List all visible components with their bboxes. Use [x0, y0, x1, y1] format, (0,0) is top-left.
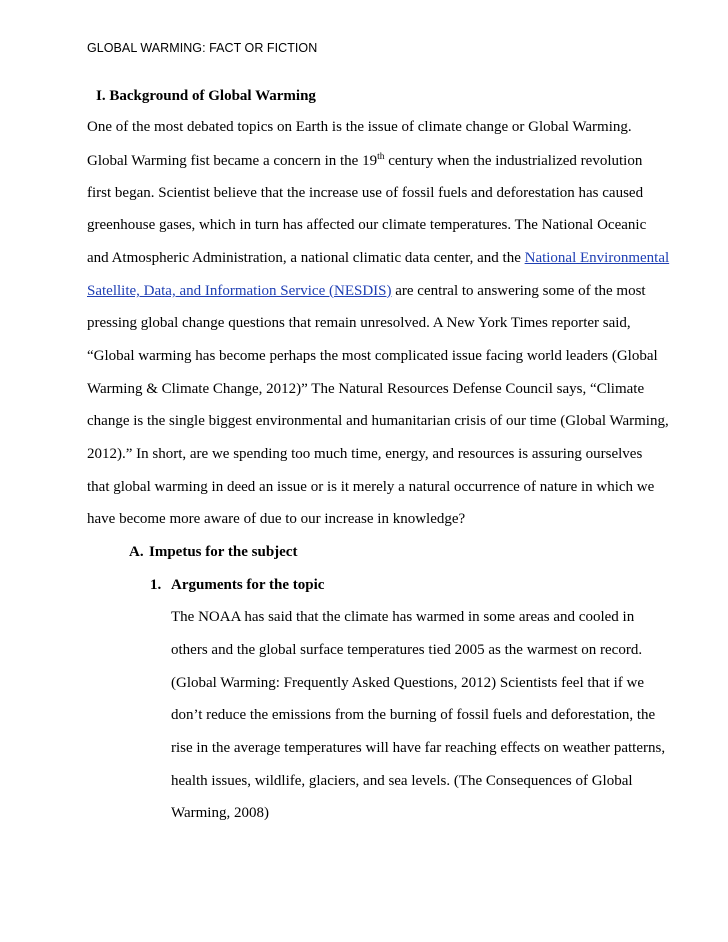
paragraph-line: change is the single biggest environmental and humanitarian crisis of our time (Global Warming, [87, 413, 669, 429]
running-header: GLOBAL WARMING: FACT OR FICTION [87, 41, 318, 55]
subsection-title: Impetus for the subject [149, 544, 298, 560]
paragraph-line: that global warming in deed an issue or is it merely a natural occurrence of nature in which we [87, 479, 655, 495]
paragraph-line [87, 282, 646, 300]
paragraph-line: Warming, 2008) [171, 805, 269, 821]
paragraph-line [87, 249, 669, 267]
paragraph-line: first began. Scientist believe that the increase use of fossil fuels and deforestation has caused [87, 185, 644, 201]
superscript: th [377, 152, 385, 162]
text-run: century when the industrialized revolution [384, 153, 643, 169]
item-heading [150, 576, 324, 594]
text-run: Global Warming fist became a concern in the 19 [87, 153, 378, 169]
subsection-marker: A. [129, 544, 144, 560]
paragraph-line: have become more aware of due to our increase in knowledge? [87, 511, 466, 527]
paragraph-line: rise in the average temperatures will have far reaching effects on weather patterns, [171, 740, 666, 756]
paragraph-line: health issues, wildlife, glaciers, and sea levels. (The Consequences of Global [171, 773, 633, 789]
paragraph-line: One of the most debated topics on Earth is the issue of climate change or Global Warming. [87, 119, 632, 135]
nesdis-link[interactable]: National Environmental [524, 250, 670, 266]
paragraph-line: Warming & Climate Change, 2012)” The Natural Resources Defense Council says, “Climate [87, 381, 645, 397]
paragraph-line: “Global warming has become perhaps the most complicated issue facing world leaders (Global [87, 348, 658, 364]
text-run: and Atmospheric Administration, a national climatic data center, and the [87, 250, 525, 266]
paragraph-line: The NOAA has said that the climate has warmed in some areas and cooled in [171, 609, 635, 625]
paragraph-line: 2012).” In short, are we spending too much time, energy, and resources is assuring ourselves [87, 446, 643, 462]
nesdis-link-continued[interactable]: Satellite, Data, and Information Service (NESDIS) [87, 283, 392, 299]
paragraph-line: don’t reduce the emissions from the burning of fossil fuels and deforestation, the [171, 707, 656, 723]
paragraph-line: greenhouse gases, which in turn has affected our climate temperatures. The National Oceanic [87, 217, 647, 233]
paragraph-line [87, 152, 642, 170]
paragraph-line: (Global Warming: Frequently Asked Questions, 2012) Scientists feel that if we [171, 675, 645, 691]
section-heading: I. Background of Global Warming [96, 88, 316, 104]
subsection-heading [129, 543, 297, 561]
text-run: are central to answering some of the most [391, 283, 646, 299]
paragraph-line: others and the global surface temperatures tied 2005 as the warmest on record. [171, 642, 643, 658]
item-marker: 1. [150, 577, 162, 593]
item-title: Arguments for the topic [171, 577, 325, 593]
paragraph-line: pressing global change questions that remain unresolved. A New York Times reporter said, [87, 315, 631, 331]
